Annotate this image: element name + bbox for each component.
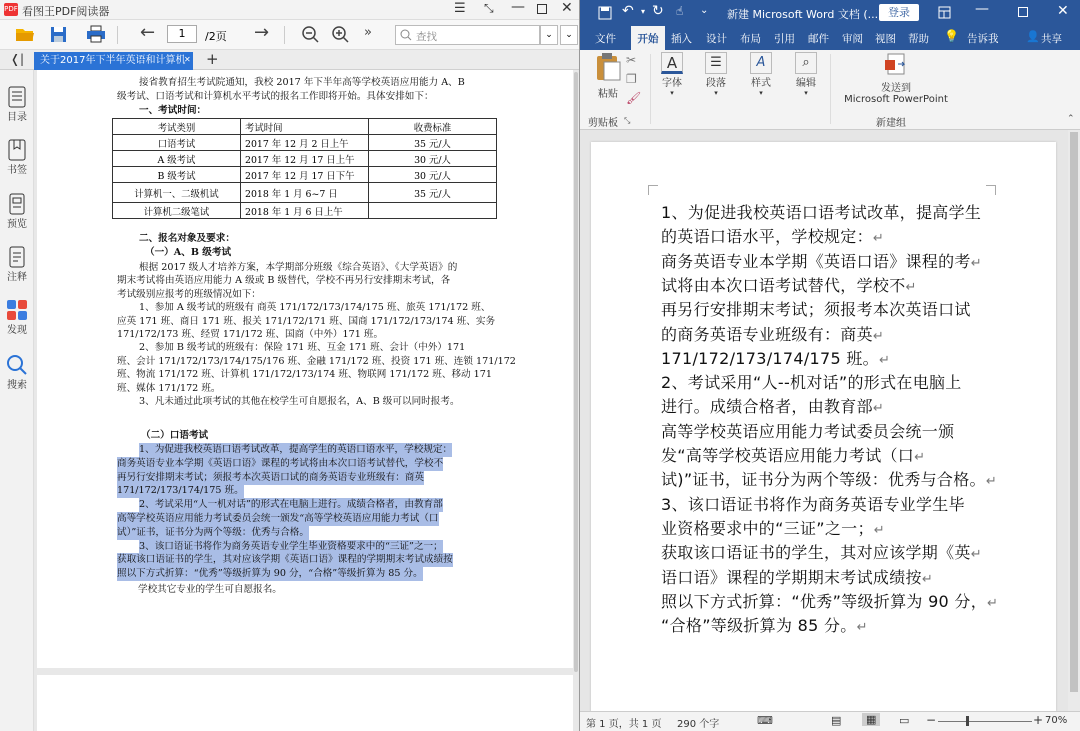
pdf-page [37, 70, 573, 668]
paragraph-mark-icon: ↵ [970, 547, 982, 563]
line-text: 业资格要求中的“三证”之一； [661, 518, 874, 538]
table-cell: 2018 年 1 月 6~7 日 [241, 183, 369, 203]
table-row [113, 203, 497, 219]
tab-design[interactable]: 设计 [706, 33, 727, 45]
line-text: 再另行安排期末考试；须报考本次英语口试 [661, 300, 971, 320]
styles-label: 样式 [751, 78, 771, 89]
document-line[interactable] [661, 200, 981, 223]
paragraph-button[interactable]: ☰ 段落 ▾ [701, 52, 731, 97]
table-row [113, 167, 497, 183]
sidebar-item-label: 书签 [7, 165, 27, 176]
line-text: 商务英语专业本学期《英语口语》课程的考 [661, 251, 971, 271]
paste-button[interactable] [588, 52, 628, 100]
paragraph-mark-icon: ↵ [873, 522, 885, 538]
line-text: 高等学校英语应用能力考试委员会统一颁 [661, 421, 955, 441]
maximize-button[interactable] [1018, 7, 1028, 17]
sidebar-item-discover[interactable] [2, 299, 32, 336]
line-text: 的英语口语水平，学校规定： [661, 227, 873, 247]
line-text: 发“高等学校英语应用能力考试（口 [661, 446, 915, 465]
document-line[interactable] [661, 224, 884, 247]
line-text: 1、为促进我校英语口语考试改革，提高学生 [661, 203, 982, 222]
send-to-powerpoint-icon [884, 52, 908, 76]
sidebar-item-label: 发现 [7, 325, 27, 336]
paragraph-mark-icon: ↵ [987, 595, 999, 611]
pdf-titlebar [0, 0, 579, 20]
zoom-slider-thumb[interactable] [966, 716, 969, 726]
ribbon-display-icon[interactable] [938, 6, 951, 19]
document-line[interactable] [661, 394, 884, 417]
body-line: 171/172/173 班、经贸 171/172 班、国商（中外）171 班。 [117, 329, 384, 340]
clipboard-icon [594, 52, 622, 82]
print-icon[interactable] [86, 25, 106, 43]
table-cell: 30 元/人 [369, 151, 497, 167]
highlighted-line[interactable]: 3、该口语证书将作为商务英语专业学生毕业资格要求中的“三证”之一； [139, 540, 443, 552]
paragraph-mark-icon: ↵ [985, 474, 998, 490]
table-header-row [113, 119, 497, 135]
highlighted-line[interactable]: 2、考试采用“人一机对话”的形式在电脑上进行。成绩合格者，由教育部 [139, 499, 443, 511]
search-icon [6, 354, 28, 376]
font-button[interactable]: A 字体 ▾ [657, 52, 687, 97]
pdf-sidebar [0, 70, 34, 731]
tab-home[interactable]: 开始 [631, 26, 665, 50]
toolbar-divider [284, 26, 285, 44]
table-cell [369, 203, 497, 219]
tab-insert[interactable]: 插入 [671, 33, 692, 45]
word-page[interactable] [591, 142, 1056, 712]
page-number-input[interactable]: 1 [167, 25, 197, 43]
tab-help[interactable]: 帮助 [908, 33, 929, 45]
highlighted-line[interactable]: 171/172/173/174/175 班。 [117, 485, 244, 497]
tab-layout[interactable]: 布局 [740, 33, 761, 45]
document-line[interactable] [661, 516, 885, 539]
zoom-in-button[interactable]: + [1033, 713, 1044, 727]
sidebar-item-annotations[interactable] [2, 246, 32, 283]
minimize-button[interactable]: — [511, 0, 525, 15]
print-layout-icon[interactable]: ▦ [862, 713, 880, 726]
editing-label: 编辑 [796, 78, 816, 89]
clipboard-group-label: 剪贴板 [588, 118, 618, 129]
sidebar-item-label: 搜索 [7, 380, 27, 391]
tab-review[interactable]: 审阅 [842, 33, 863, 45]
pdf-page-2 [37, 675, 573, 731]
paragraph-mark-icon: ↵ [872, 328, 885, 344]
preview-icon [7, 193, 27, 215]
paragraph-mark-icon: ↵ [905, 279, 917, 295]
table-cell: 2017 年 12 月 17 日上午 [241, 151, 369, 167]
tab-view[interactable]: 视图 [875, 33, 896, 45]
paragraph-mark-icon: ↵ [878, 352, 891, 368]
open-folder-icon[interactable] [15, 26, 35, 42]
document-line[interactable] [661, 346, 890, 369]
maximize-button[interactable] [537, 4, 547, 14]
table-row [113, 183, 497, 203]
redo-icon[interactable]: ↻ [652, 3, 664, 19]
table-cell: 收费标准 [369, 119, 497, 135]
search-next-button[interactable]: ⌄ [560, 25, 578, 45]
copy-icon[interactable]: ❐ [626, 72, 637, 86]
word-scrollbar[interactable] [1068, 130, 1080, 711]
document-line[interactable] [661, 540, 982, 563]
document-line[interactable] [661, 589, 998, 612]
line-text: 2、考试采用“人--机对话”的形式在电脑上 [661, 373, 962, 393]
zoom-out-button[interactable]: − [926, 713, 937, 727]
tab-close-icon[interactable]: ✕ [184, 55, 191, 64]
lightbulb-icon: 💡 [944, 29, 959, 43]
line-text: 的商务英语专业班级有：商英 [661, 324, 873, 344]
table-cell: 考试时间 [241, 119, 369, 135]
margin-mark [648, 185, 658, 195]
paragraph-mark-icon: ↵ [856, 620, 868, 636]
save-icon[interactable] [50, 26, 67, 43]
annotation-icon [7, 246, 27, 268]
paragraph-mark-icon: ↵ [872, 401, 885, 417]
exam-table [112, 118, 497, 219]
toc-icon [7, 86, 27, 108]
intro-line: 级考试、口语考试和计算机水平考试的报名工作即将开始。具体安排如下： [117, 91, 434, 102]
next-page-icon[interactable]: → [254, 22, 270, 43]
table-cell: 考试类别 [113, 119, 241, 135]
zoom-in-icon[interactable] [332, 26, 350, 44]
search-icon [400, 29, 412, 41]
line-text: 试将由本次口语考试替代，学校不 [661, 275, 906, 295]
tab-document[interactable] [34, 52, 193, 70]
sidebar-item-label: 目录 [7, 112, 27, 123]
ribbon-tabs [580, 26, 1080, 50]
magnifier-icon: ⌕ [795, 52, 817, 74]
fullscreen-icon[interactable]: ⤡ [484, 1, 494, 15]
collapse-sidebar-icon[interactable]: ❬| [10, 52, 25, 66]
line-text: 171/172/173/174/175 班。 [661, 348, 879, 368]
styles-icon: A [750, 52, 772, 74]
dialog-launcher-icon[interactable]: ⤡ [624, 116, 631, 125]
search-dropdown[interactable]: ⌄ [540, 25, 558, 45]
login-button[interactable]: 登录 [879, 4, 919, 21]
close-button[interactable]: ✕ [561, 0, 573, 16]
toolbar-divider [117, 26, 118, 44]
new-group-label: 新建组 [876, 118, 906, 129]
table-cell: B 级考试 [113, 167, 241, 183]
sidebar-item-toc[interactable] [2, 86, 32, 123]
undo-dropdown-icon[interactable]: ▾ [641, 7, 646, 16]
highlighted-line[interactable]: 照以下方式折算：“优秀”等级折算为 90 分，“合格”等级折算为 85 分。 [117, 568, 423, 580]
line-text: 进行。成绩合格者，由教育部 [661, 397, 873, 417]
body-line: 期末考试将由英语应用能力 A 级或 B 级替代，学校不再另行安排期末考试，各 [117, 275, 451, 287]
ribbon-home [580, 50, 1080, 130]
table-cell: 35 元/人 [369, 183, 497, 203]
tab-title: 关于2017年下半年英语和计算机 [40, 55, 186, 66]
document-line[interactable] [661, 565, 933, 588]
web-layout-icon[interactable]: ▭ [899, 714, 910, 727]
cut-icon[interactable]: ✂ [626, 53, 637, 67]
document-line[interactable] [661, 249, 982, 272]
line-text: 照以下方式折算：“优秀”等级折算为 90 分， [661, 591, 988, 611]
paragraph-label: 段落 [706, 78, 726, 89]
menu-icon[interactable]: ☰ [454, 1, 466, 16]
format-painter-icon[interactable]: 🖌 [626, 91, 642, 105]
pdf-app-title: 看图王PDF阅读器 [22, 5, 110, 18]
document-line[interactable] [661, 370, 962, 393]
font-icon: A [661, 52, 683, 74]
tab-references[interactable]: 引用 [774, 33, 795, 45]
scrollbar-thumb[interactable] [574, 72, 578, 672]
table-cell: 2017 年 12 月 17 日下午 [241, 167, 369, 183]
page-total-label: /2页 [205, 30, 227, 43]
sub-heading: （一）A、B 级考试 [145, 247, 232, 258]
line-text: 语口语》课程的学期期末考试成绩按 [661, 567, 922, 587]
table-row [113, 151, 497, 167]
save-icon[interactable] [598, 6, 612, 20]
paragraph-mark-icon: ↵ [921, 571, 934, 587]
person-icon: 👤 [1026, 30, 1040, 43]
table-row [113, 135, 497, 151]
document-line[interactable] [661, 492, 965, 515]
margin-mark [986, 185, 996, 195]
document-line[interactable] [661, 467, 997, 490]
body-line: 1、参加 A 级考试的班级有 商英 171/172/173/174/175 班、旅英 171/172 班、 [139, 302, 491, 314]
intro-line: 接省教育招生考试院通知，我校 2017 年下半年高等学校英语应用能力 A、B [139, 77, 465, 88]
highlighted-line[interactable]: 1、为促进我校英语口语考试改革，提高学生的英语口语水平，学校规定： [139, 444, 453, 455]
bookmark-icon [7, 139, 27, 161]
search-box[interactable] [395, 25, 540, 45]
editing-button[interactable]: ⌕ 编辑 ▾ [791, 52, 821, 97]
sidebar-item-label: 注释 [7, 272, 27, 283]
word-titlebar [580, 0, 1080, 26]
line-text: 3、该口语证书将作为商务英语专业学生毕 [661, 494, 965, 514]
send-to-powerpoint-button[interactable] [836, 52, 956, 105]
document-title: 新建 Microsoft Word 文档 (... [727, 8, 879, 21]
sidebar-item-preview[interactable] [2, 193, 32, 230]
read-mode-icon[interactable]: ▤ [831, 714, 842, 727]
section-heading: 二、报名对象及要求： [139, 233, 235, 244]
paste-label: 粘贴 [598, 89, 618, 100]
paragraph-icon: ☰ [705, 52, 727, 74]
send-to-label: 发送到 [881, 83, 911, 94]
highlighted-line[interactable]: 高等学校英语应用能力考试委员会统一颁发“高等学校英语应用能力考试（口 [117, 513, 439, 524]
highlighted-line[interactable]: 再另行安排期末考试；须报考本次英语口试的商务英语专业班级有：商英 [117, 471, 424, 483]
zoom-out-icon[interactable] [302, 26, 320, 44]
body-line: 2、参加 B 级考试的班级有：保险 171 班、互金 171 班、会计（中外）171 [139, 342, 466, 354]
tab-mailings[interactable]: 邮件 [808, 33, 829, 45]
discover-icon [6, 299, 28, 321]
sub-heading: （二）口语考试 [141, 430, 209, 441]
pdf-app-icon: PDF [4, 3, 18, 16]
document-line[interactable] [661, 322, 884, 345]
font-label: 字体 [662, 78, 682, 89]
body-line: 根据 2017 级人才培养方案，本学期部分班级《综合英语》、《大学英语》的 [139, 262, 458, 273]
document-line[interactable] [661, 443, 925, 466]
search-input[interactable]: 查找 [416, 31, 437, 43]
highlighted-line[interactable]: 获取该口语证书的学生，其对应该学期《英语口语》课程的学期期末考试成绩按 [117, 554, 453, 566]
tab-file[interactable]: 文件 [595, 33, 616, 45]
proofing-icon[interactable]: ⌨ [757, 714, 773, 727]
customize-qat-icon[interactable]: ⌄ [700, 5, 709, 16]
body-line: 班、物流 171/172 班、计算机 171/172/173/174 班、物联网 171/172 班、移动 171 [117, 369, 492, 381]
line-text: 获取该口语证书的学生，其对应该学期《英 [661, 543, 971, 563]
highlighted-line[interactable]: 试）”证书，证书分为两个等级：优秀与合格。 [117, 526, 309, 538]
powerpoint-label: Microsoft PowerPoint [844, 94, 948, 105]
table-cell: 计算机二级笔试 [113, 203, 241, 219]
sidebar-item-search[interactable] [2, 354, 32, 391]
body-line: 应英 171 班、商日 171 班、报关 171/172/171 班、国商 171/172/173/174 班、实务 [117, 315, 496, 327]
undo-icon[interactable]: ↶ [622, 3, 634, 19]
pdf-tabbar [0, 50, 579, 70]
more-icon[interactable]: » [364, 25, 372, 40]
pdf-toolbar [0, 20, 579, 50]
line-text: “合格”等级折算为 85 分。 [661, 616, 857, 636]
minimize-button[interactable]: — [975, 1, 989, 17]
table-cell: 35 元/人 [369, 135, 497, 151]
table-cell: 计算机一、二级机试 [113, 183, 241, 203]
paragraph-mark-icon: ↵ [872, 231, 885, 247]
table-cell: 30 元/人 [369, 167, 497, 183]
close-button[interactable]: ✕ [1057, 3, 1069, 19]
body-line: 班、会计 171/172/173/174/175/176 班、金融 171/172 班、投资 171 班、连锁 171/172 [117, 355, 516, 367]
scrollbar-thumb[interactable] [1070, 132, 1078, 692]
sidebar-item-bookmarks[interactable] [2, 139, 32, 176]
zoom-slider[interactable] [938, 721, 1032, 722]
paragraph-mark-icon: ↵ [970, 255, 982, 271]
word-statusbar [580, 711, 1080, 731]
zoom-level[interactable]: 70% [1045, 715, 1068, 726]
table-cell: A 级考试 [113, 151, 241, 167]
collapse-ribbon-icon[interactable]: ⌃ [1067, 114, 1075, 124]
styles-button[interactable]: A 样式 ▾ [746, 52, 776, 97]
body-line: 班、媒体 171/172 班。 [117, 382, 221, 394]
table-cell: 2017 年 12 月 2 日上午 [241, 135, 369, 151]
highlighted-line[interactable]: 商务英语专业本学期《英语口语》课程的考试将由本次口语考试替代，学校不 [117, 457, 444, 469]
touch-mode-icon[interactable]: ☝ [676, 4, 684, 18]
group-divider [650, 54, 651, 124]
document-line[interactable] [661, 419, 954, 442]
word-window [579, 0, 1080, 731]
prev-page-icon[interactable]: ← [140, 22, 156, 43]
new-tab-icon[interactable]: + [206, 50, 219, 68]
document-line[interactable] [661, 613, 868, 636]
paragraph-mark-icon: ↵ [914, 450, 926, 465]
sidebar-item-label: 预览 [7, 219, 27, 230]
table-cell: 2018 年 1 月 6 日上午 [241, 203, 369, 219]
section-heading: 一、考试时间： [139, 105, 207, 116]
page-count-status[interactable]: 第 1 页，共 1 页 [586, 719, 662, 730]
tell-me-input[interactable]: 告诉我 [967, 33, 999, 45]
document-line[interactable] [661, 297, 971, 320]
document-line[interactable] [661, 273, 917, 296]
share-button[interactable]: 共享 [1041, 33, 1062, 45]
line-text: 试)”证书，证书分为两个等级：优秀与合格。 [661, 470, 986, 490]
body-line: 3、凡未通过此项考试的其他在校学生可自愿报名，A、B 级可以同时报考。 [139, 396, 460, 407]
last-line: 学校其它专业的学生可自愿报名。 [138, 584, 282, 595]
table-cell: 口语考试 [113, 135, 241, 151]
group-divider [830, 54, 831, 124]
body-line: 考试级别应报考的班级情况如下： [117, 288, 261, 300]
word-count-status[interactable]: 290 个字 [677, 719, 720, 730]
